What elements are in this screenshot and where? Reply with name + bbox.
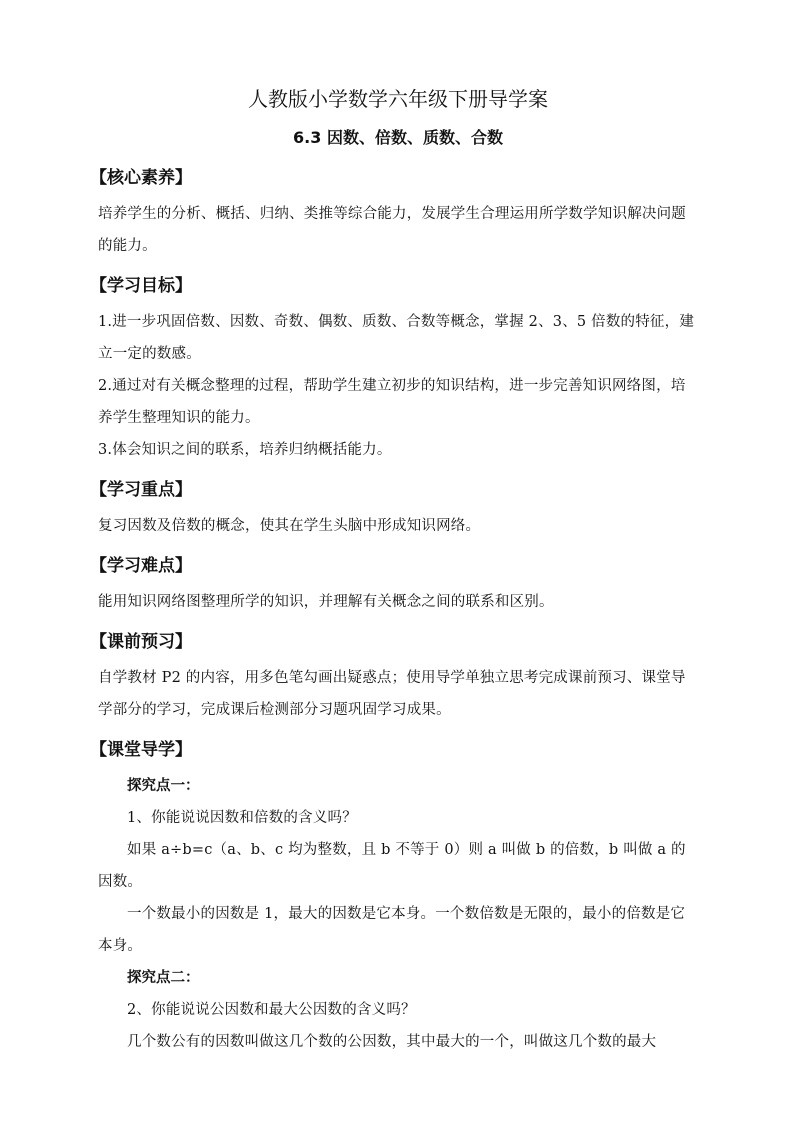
learning-goals-heading: 【学习目标】	[90, 276, 192, 296]
learning-goal-item: 3.体会知识之间的联系，培养归纳概括能力。	[98, 442, 392, 458]
key-points-heading: 【学习重点】	[90, 480, 192, 500]
exploration-point-1-paragraph: 一个数最小的因数是 1，最大的因数是它本身。一个数倍数是无限的，最小的倍数是它本身。	[98, 906, 686, 954]
exploration-point-2-paragraph: 几个数公有的因数叫做这几个数的公因数，其中最大的一个，叫做这几个数的最大	[127, 1034, 657, 1050]
document-content	[90, 80, 698, 1058]
preview-heading: 【课前预习】	[90, 632, 192, 652]
exploration-point-1-paragraph: 如果 a÷b=c（a、b、c 均为整数，且 b 不等于 0）则 a 叫做 b 的倍数，b 叫做 a 的因数。	[98, 842, 686, 890]
difficulties-heading: 【学习难点】	[90, 556, 192, 576]
preview-text: 自学教材 P2 的内容，用多色笔勾画出疑惑点；使用导学单独立思考完成课前预习、课堂导学部分的学习，完成课后检测部分习题巩固学习成果。	[98, 670, 686, 718]
learning-goal-item: 1.进一步巩固倍数、因数、奇数、偶数、质数、合数等概念，掌握 2、3、5 倍数的特征，建立一定的数感。	[98, 314, 695, 362]
difficulties-text: 能用知识网络图整理所学的知识，并理解有关概念之间的联系和区别。	[98, 594, 554, 610]
document-subtitle: 6.3 因数、倍数、质数、合数	[293, 128, 503, 147]
document-title: 人教版小学数学六年级下册导学案	[248, 87, 548, 111]
classroom-guide-heading: 【课堂导学】	[90, 740, 192, 760]
exploration-point-1-question: 1、你能说说因数和倍数的含义吗？	[127, 810, 357, 826]
exploration-point-2-label: 探究点二：	[127, 970, 200, 986]
learning-goal-item: 2.通过对有关概念整理的过程，帮助学生建立初步的知识结构，进一步完善知识网络图，培养学生整理知识的能力。	[98, 378, 686, 426]
core-literacy-heading: 【核心素养】	[90, 168, 192, 188]
key-points-text: 复习因数及倍数的概念，使其在学生头脑中形成知识网络。	[98, 518, 481, 534]
exploration-point-2-question: 2、你能说说公因数和最大公因数的含义吗？	[127, 1002, 416, 1018]
exploration-point-1-label: 探究点一：	[127, 778, 200, 794]
core-literacy-text: 培养学生的分析、概括、归纳、类推等综合能力，发展学生合理运用所学数学知识解决问题的能力。	[98, 206, 686, 254]
